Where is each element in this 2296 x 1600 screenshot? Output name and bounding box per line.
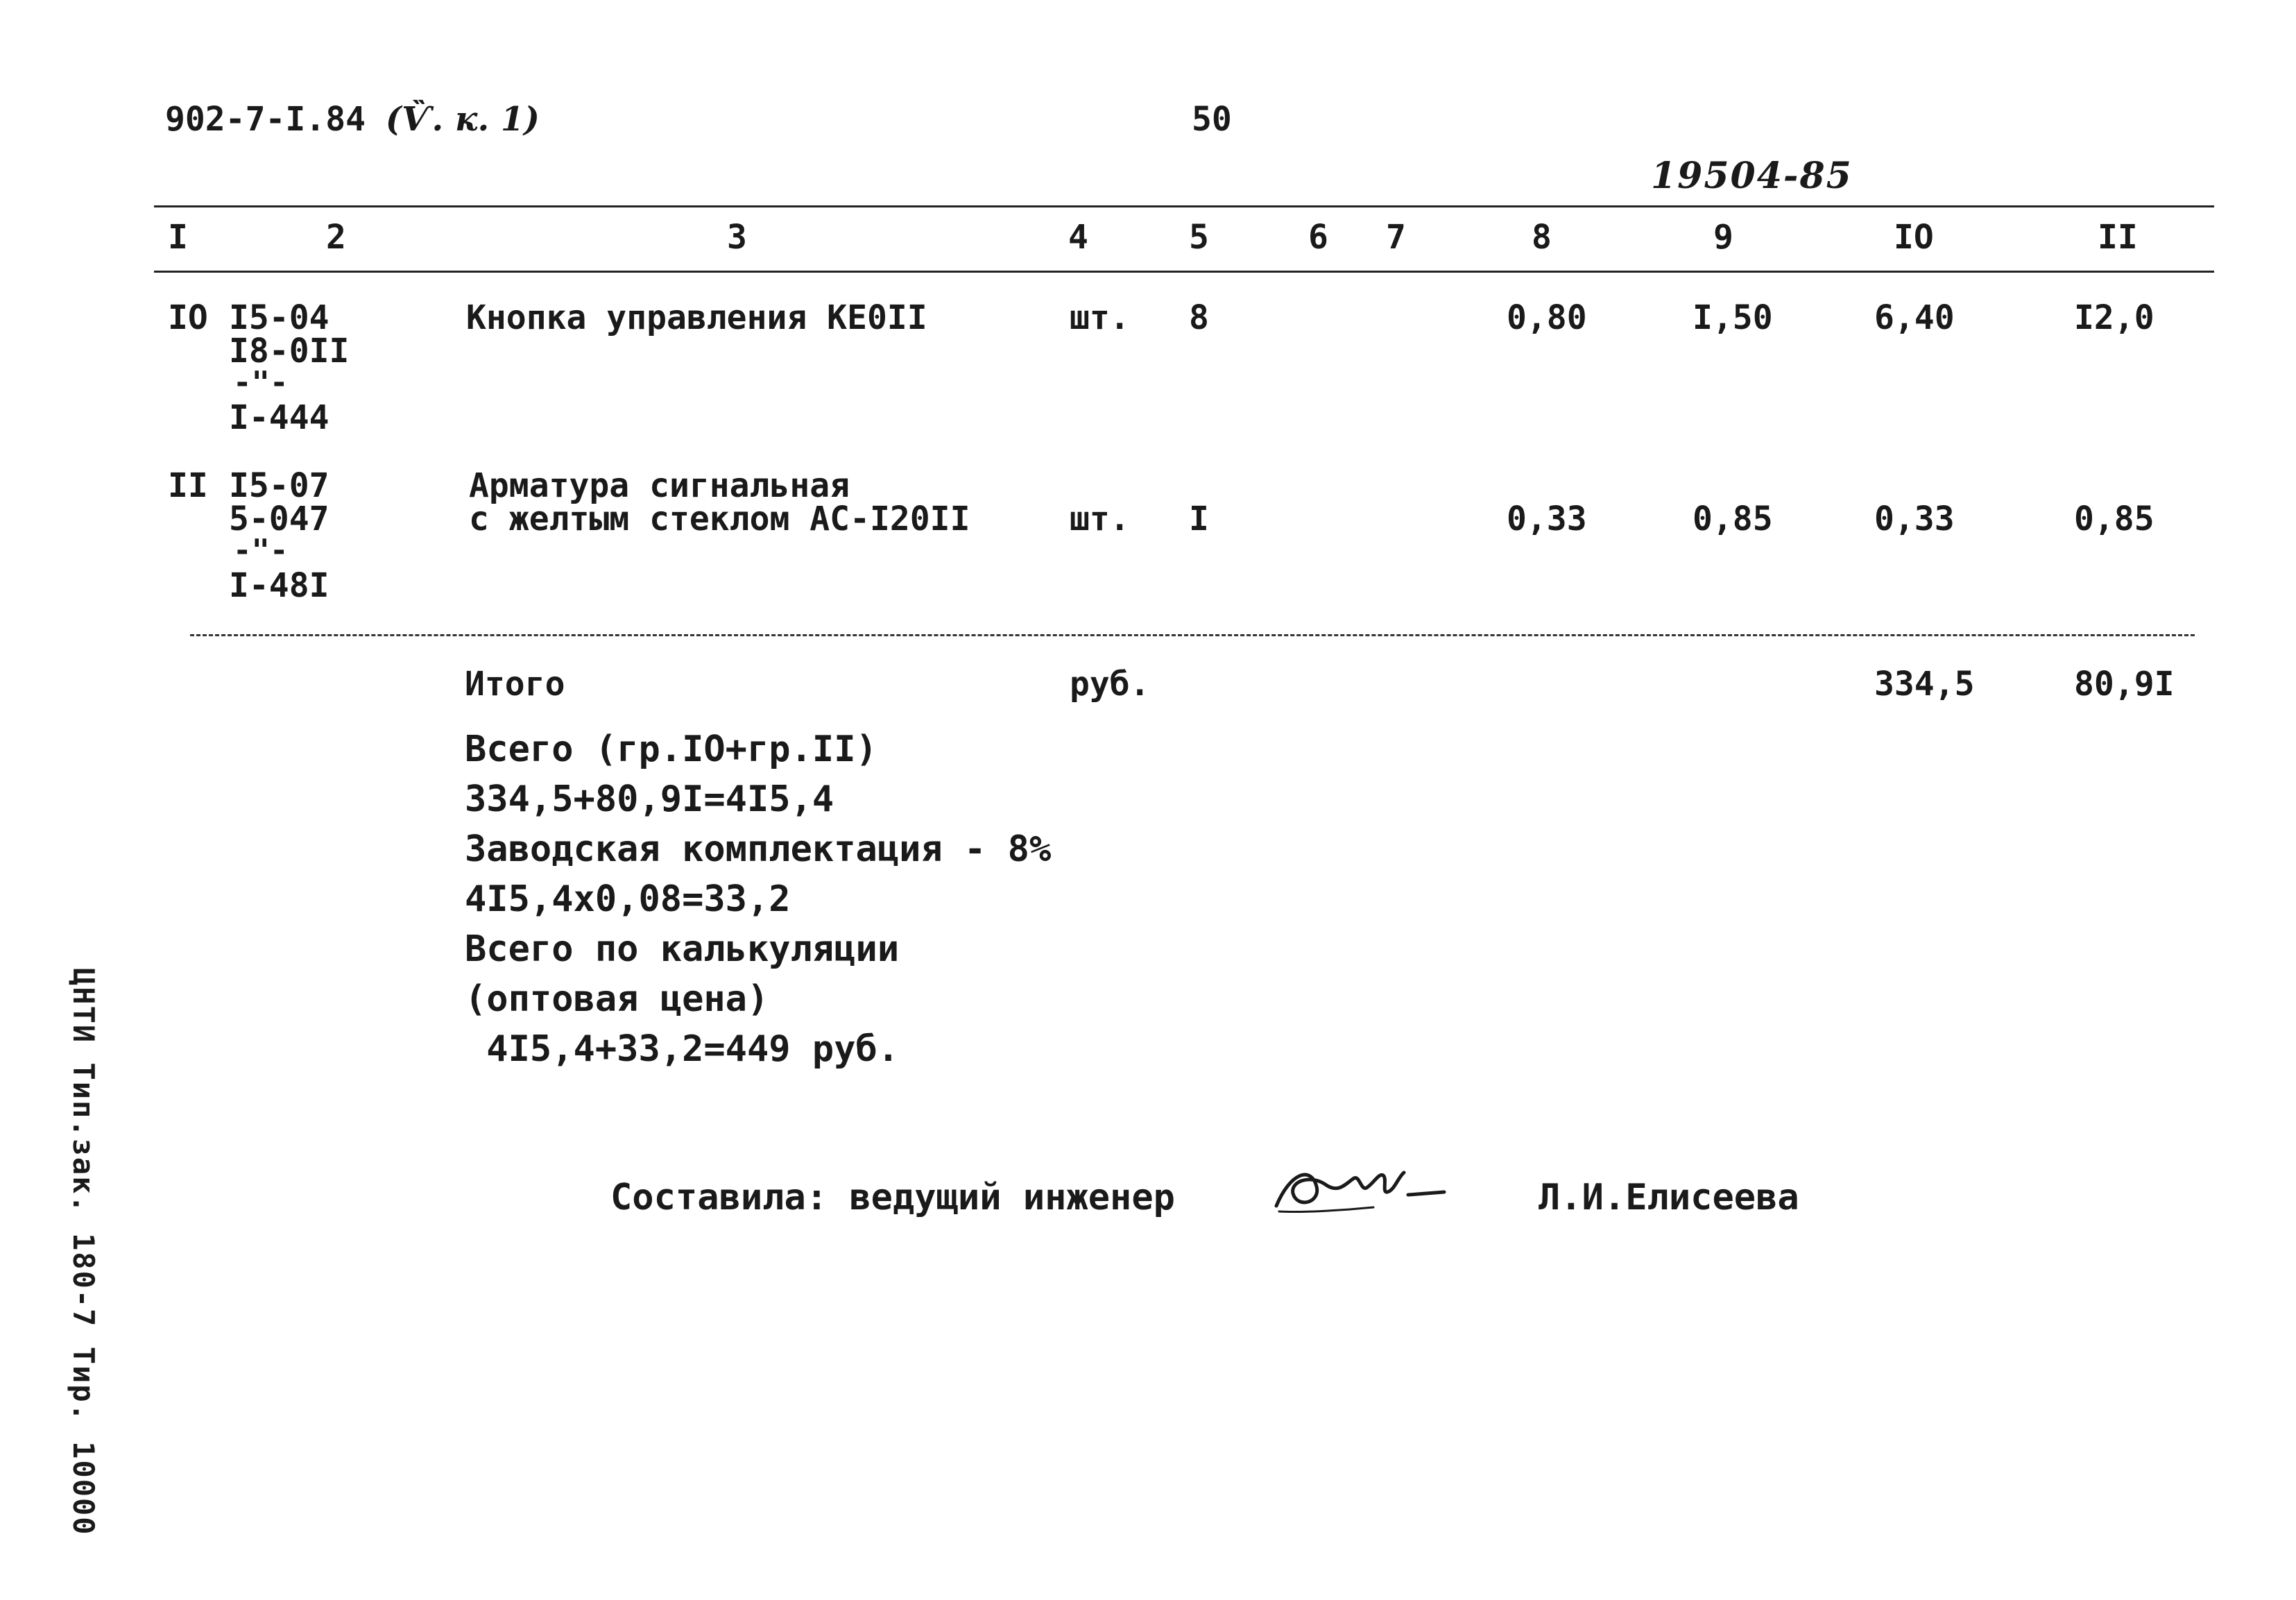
row-code: I5-04	[229, 298, 329, 337]
totals-label: Итого	[465, 665, 565, 704]
row-col11: 0,85	[2074, 500, 2154, 538]
compiled-by: Составила: ведущий инженер	[610, 1177, 1175, 1218]
row-col9: 0,85	[1693, 500, 1773, 538]
row-code: I5-07	[229, 466, 329, 505]
page-number: 50	[1192, 100, 1232, 139]
row-unit: шт.	[1070, 500, 1130, 538]
calc-line: Всего по калькуляции	[465, 928, 900, 970]
table-bottom-rule	[190, 634, 2195, 636]
totals-col11: 80,9I	[2074, 665, 2175, 704]
row-col11: I2,0	[2074, 298, 2154, 337]
row-code: I8-0II	[229, 332, 350, 371]
table-top-rule	[154, 205, 2214, 207]
row-code: I-48I	[229, 566, 329, 605]
row-name: Арматура сигнальная	[469, 466, 850, 505]
col-num-8: 8	[1532, 218, 1552, 257]
row-col8: 0,80	[1507, 298, 1587, 337]
doc-code: 902-7-I.84	[165, 100, 366, 139]
registration-number: 19504-85	[1651, 155, 1853, 197]
document-code	[165, 100, 540, 139]
col-num-5: 5	[1189, 218, 1209, 257]
row-qty: I	[1189, 500, 1209, 538]
calc-line: 334,5+80,9I=4I5,4	[465, 778, 834, 820]
row-col9: I,50	[1693, 298, 1773, 337]
row-code-ditto: -"-	[233, 533, 289, 568]
col-num-1: I	[168, 218, 188, 257]
doc-volume: (Ѷ. к. 1)	[385, 100, 540, 139]
totals-unit: руб.	[1070, 665, 1150, 704]
compiler-name: Л.И.Елисеева	[1539, 1177, 1799, 1218]
row-col10: 0,33	[1874, 500, 1955, 538]
row-col10: 6,40	[1874, 298, 1955, 337]
col-num-9: 9	[1713, 218, 1733, 257]
row-code: 5-047	[229, 500, 329, 538]
row-code-ditto: -"-	[233, 365, 289, 400]
calc-line: 4I5,4x0,08=33,2	[465, 878, 791, 920]
col-num-11: II	[2098, 218, 2138, 257]
col-num-2: 2	[326, 218, 346, 257]
row-qty: 8	[1189, 298, 1209, 337]
row-name: с желтым стеклом АС-I20II	[469, 500, 970, 538]
col-num-7: 7	[1386, 218, 1406, 257]
col-num-6: 6	[1308, 218, 1328, 257]
row-col8: 0,33	[1507, 500, 1587, 538]
row-position: IO	[168, 298, 208, 337]
row-unit: шт.	[1070, 298, 1130, 337]
calc-line: Всего (гр.IO+гр.II)	[465, 729, 877, 770]
calc-line: (оптовая цена)	[465, 978, 769, 1020]
header-bottom-rule	[154, 271, 2214, 273]
col-num-4: 4	[1068, 218, 1088, 257]
calc-line: 4I5,4+33,2=449 руб.	[465, 1028, 900, 1070]
row-position: II	[168, 466, 208, 505]
signature	[1262, 1145, 1457, 1228]
row-name: Кнопка управления КЕ0II	[466, 298, 927, 337]
col-num-10: IO	[1894, 218, 1934, 257]
handwritten-signature-icon	[1262, 1145, 1457, 1228]
col-num-3: 3	[727, 218, 747, 257]
calc-line: Заводская комплектация - 8%	[465, 828, 1052, 870]
row-code: I-444	[229, 398, 329, 437]
print-info-sidebar: ЦНТИ Тип.зак. 180-7 Тир. 10000	[67, 968, 101, 1536]
totals-col10: 334,5	[1874, 665, 1975, 704]
